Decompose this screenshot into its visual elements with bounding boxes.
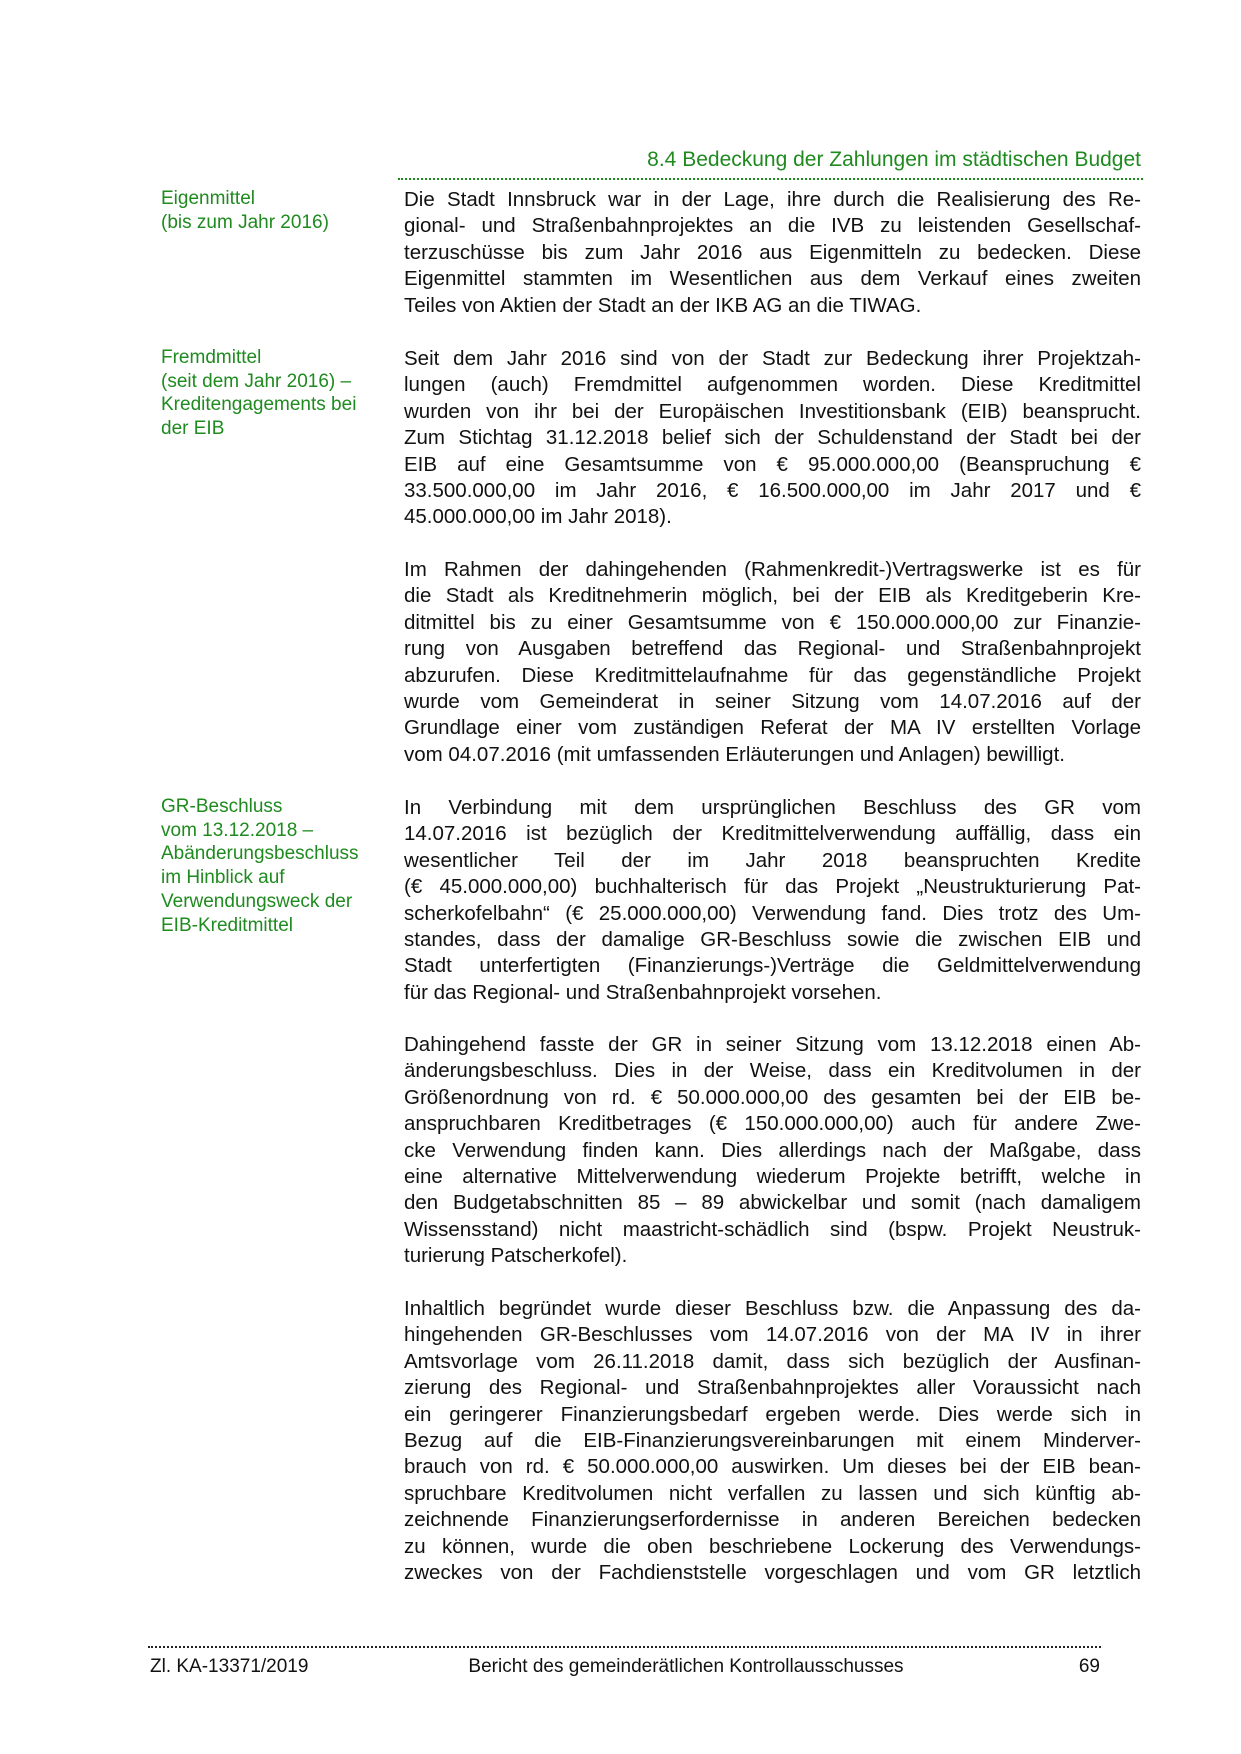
header-divider: [398, 178, 1143, 180]
footer-divider: [148, 1646, 1101, 1648]
text-line: zu können, wurde die oben beschriebene Lockerung des Verwendungs-: [404, 1534, 1141, 1558]
body-paragraph: [404, 346, 1141, 531]
text-line: Im Rahmen der dahingehenden (Rahmenkredit-)Vertragswerke ist es für: [404, 558, 1141, 581]
text-line: Bezug auf die EIB-Finanzierungsvereinbarungen mit einem Minderver-: [404, 1429, 1141, 1453]
body-paragraph: [404, 1296, 1141, 1586]
text-line: Inhaltlich begründet wurde dieser Beschluss bzw. die Anpassung des da-: [404, 1297, 1141, 1320]
text-line: zierung des Regional- und Straßenbahnprojektes aller Voraussicht nach: [404, 1376, 1141, 1400]
text-line: wurde vom Gemeinderat in seiner Sitzung vom 14.07.2016 auf der: [404, 690, 1141, 714]
margin-note-line: Eigenmittel: [161, 188, 255, 209]
text-line: cke Verwendung finden kann. Dies allerdings nach der Maßgabe, dass: [404, 1138, 1141, 1162]
text-line: Amtsvorlage vom 26.11.2018 damit, dass sich bezüglich der Ausfinan-: [404, 1349, 1141, 1373]
text-line: die Stadt als Kreditnehmerin möglich, bei der EIB als Kreditgeberin Kre-: [404, 584, 1141, 608]
text-line: rung von Ausgaben betreffend das Regional- und Straßenbahnprojekt: [404, 637, 1141, 661]
text-line: abzurufen. Diese Kreditmittelaufnahme für das gegenständliche Projekt: [404, 663, 1141, 687]
footer-reference: Zl. KA-13371/2019: [150, 1656, 309, 1677]
margin-note-line: Kreditengagements bei: [161, 394, 357, 416]
text-line: (€ 45.000.000,00) buchhalterisch für das Projekt „Neustrukturierung Pat-: [404, 875, 1141, 899]
text-line: EIB auf eine Gesamtsumme von € 95.000.000,00 (Beanspruchung €: [404, 452, 1141, 476]
text-line: Teiles von Aktien der Stadt an der IKB AG an die TIWAG.: [404, 293, 922, 317]
text-line: für das Regional- und Straßenbahnprojekt vorsehen.: [404, 980, 882, 1004]
text-line: brauch von rd. € 50.000.000,00 auswirken. Um dieses bei der EIB bean-: [404, 1455, 1141, 1479]
text-line: ein geringerer Finanzierungsbedarf ergeben werde. Dies werde sich in: [404, 1402, 1141, 1426]
text-line: eine alternative Mittelverwendung wiederum Projekte betrifft, welche in: [404, 1165, 1141, 1189]
text-line: 33.500.000,00 im Jahr 2016, € 16.500.000,00 im Jahr 2017 und €: [404, 479, 1141, 503]
margin-note: [161, 187, 391, 234]
text-line: Zum Stichtag 31.12.2018 belief sich der Schuldenstand der Stadt bei der: [404, 426, 1141, 450]
text-line: standes, dass der damalige GR-Beschluss sowie die zwischen EIB und: [404, 928, 1141, 952]
text-line: Dahingehend fasste der GR in seiner Sitzung vom 13.12.2018 einen Ab-: [404, 1033, 1141, 1056]
body-paragraph: [404, 557, 1141, 768]
text-line: Wissensstand) nicht maastricht-schädlich sind (bspw. Projekt Neustruk-: [404, 1217, 1141, 1241]
footer-title: Bericht des gemeinderätlichen Kontrollausschusses: [468, 1656, 904, 1677]
margin-note-line: EIB-Kreditmittel: [161, 914, 293, 936]
text-line: spruchbare Kreditvolumen nicht verfallen zu lassen und sich künftig ab-: [404, 1481, 1141, 1505]
text-line: Seit dem Jahr 2016 sind von der Stadt zur Bedeckung ihrer Projektzah-: [404, 347, 1141, 370]
body-paragraph: [404, 795, 1141, 1006]
text-line: den Budgetabschnitten 85 – 89 abwickelbar und somit (nach damaligem: [404, 1191, 1141, 1215]
text-line: zweckes von der Fachdienststelle vorgeschlagen und vom GR letztlich: [404, 1561, 1141, 1585]
text-line: wurden von ihr bei der Europäischen Investitionsbank (EIB) beansprucht.: [404, 399, 1141, 423]
body-paragraph: [404, 1032, 1141, 1270]
text-line: 45.000.000,00 im Jahr 2018).: [404, 505, 672, 529]
margin-note-line: (bis zum Jahr 2016): [161, 211, 329, 233]
body-paragraph: [404, 187, 1141, 319]
text-line: In Verbindung mit dem ursprünglichen Beschluss des GR vom: [404, 796, 1141, 819]
page-number: 69: [1078, 1656, 1100, 1677]
margin-note: [161, 795, 391, 937]
text-line: zeichnende Finanzierungserfordernisse in anderen Bereichen bedecken: [404, 1508, 1141, 1532]
text-line: scherkofelbahn“ (€ 25.000.000,00) Verwendung fand. Dies trotz des Um-: [404, 901, 1141, 925]
section-title: 8.4 Bedeckung der Zahlungen im städtischen Budget: [647, 148, 1141, 171]
text-line: ditmittel bis zu einer Gesamtsumme von € 150.000.000,00 zur Finanzie-: [404, 610, 1141, 634]
text-line: Größenordnung von rd. € 50.000.000,00 des gesamten bei der EIB be-: [404, 1085, 1141, 1109]
text-line: 14.07.2016 ist bezüglich der Kreditmittelverwendung auffällig, dass ein: [404, 822, 1141, 846]
margin-note: [161, 346, 391, 441]
text-line: lungen (auch) Fremdmittel aufgenommen worden. Diese Kreditmittel: [404, 373, 1141, 397]
text-line: gional- und Straßenbahnprojektes an die IVB zu leistenden Gesellschaf-: [404, 214, 1141, 238]
text-line: wesentlicher Teil der im Jahr 2018 beanspruchten Kredite: [404, 848, 1141, 872]
margin-note-line: vom 13.12.2018 –: [161, 819, 314, 841]
text-line: turierung Patscherkofel).: [404, 1244, 628, 1268]
margin-note-line: Fremdmittel: [161, 347, 262, 368]
margin-note-line: im Hinblick auf: [161, 867, 285, 889]
margin-note-line: der EIB: [161, 418, 225, 440]
text-line: Eigenmittel stammten im Wesentlichen aus dem Verkauf eines zweiten: [404, 267, 1141, 291]
text-line: vom 04.07.2016 (mit umfassenden Erläuterungen und Anlagen) bewilligt.: [404, 742, 1065, 766]
margin-note-line: Abänderungsbeschluss: [161, 843, 359, 865]
margin-note-line: GR-Beschluss: [161, 796, 283, 817]
text-line: anspruchbaren Kreditbetrages (€ 150.000.000,00) auch für andere Zwe-: [404, 1112, 1141, 1136]
text-line: hingehenden GR-Beschlusses vom 14.07.2016 von der MA IV in ihrer: [404, 1323, 1141, 1347]
text-line: terzuschüsse bis zum Jahr 2016 aus Eigenmitteln zu bedecken. Diese: [404, 240, 1141, 264]
text-line: Grundlage einer vom zuständigen Referat der MA IV erstellten Vorlage: [404, 716, 1141, 740]
margin-note-line: Verwendungsweck der: [161, 890, 353, 912]
margin-note-line: (seit dem Jahr 2016) –: [161, 370, 352, 392]
text-line: änderungsbeschluss. Dies in der Weise, dass ein Kreditvolumen in der: [404, 1059, 1141, 1083]
text-line: Die Stadt Innsbruck war in der Lage, ihre durch die Realisierung des Re-: [404, 188, 1141, 211]
text-line: Stadt unterfertigten (Finanzierungs-)Verträge die Geldmittelverwendung: [404, 954, 1141, 978]
